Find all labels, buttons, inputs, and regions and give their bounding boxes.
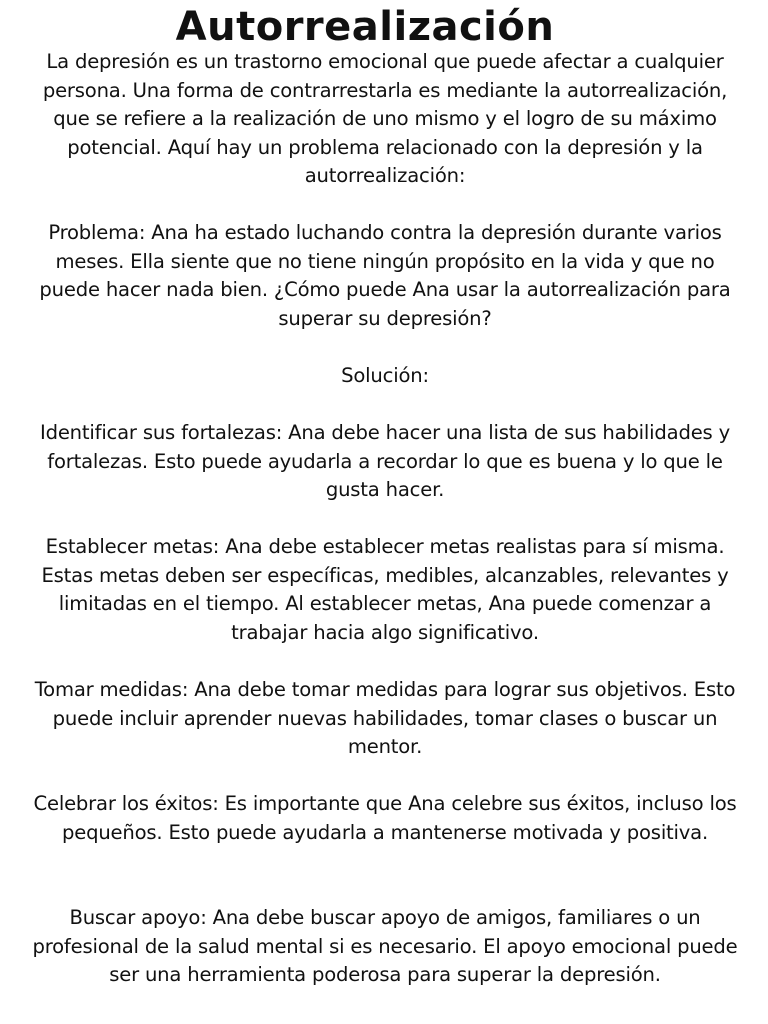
intro-paragraph: La depresión es un trastorno emocional que puede afectar a cualquier persona. Una forma de contrarrestarla es mediante la autorrealización, que se refiere a la realización de uno mismo y el logro de su máximo potencial. Aquí hay un problema relacionado con la depresión y la autorrealización: bbox=[42, 50, 728, 187]
actions-paragraph: Tomar medidas: Ana debe tomar medidas para lograr sus objetivos. Esto puede incluir aprender nuevas habilidades, tomar clases o buscar un mentor. bbox=[34, 678, 736, 758]
goals-paragraph: Establecer metas: Ana debe establecer metas realistas para sí misma. Estas metas deben ser específicas, medibles, alcanzables, relevantes y limitadas en el tiempo. Al establecer metas, Ana puede comenzar a trabajar hacia algo significativo. bbox=[41, 535, 729, 644]
celebrate-paragraph: Celebrar los éxitos: Es importante que Ana celebre sus éxitos, incluso los pequeños. Esto puede ayudarla a mantenerse motivada y positiva. bbox=[33, 792, 737, 844]
support-paragraph: Buscar apoyo: Ana debe buscar apoyo de amigos, familiares o un profesional de la salud mental si es necesario. El apoyo emocional puede ser una herramienta poderosa para superar la depresión. bbox=[32, 906, 738, 986]
strengths-paragraph: Identificar sus fortalezas: Ana debe hacer una lista de sus habilidades y fortalezas. Esto puede ayudarla a recordar lo que es buena y lo que le gusta hacer. bbox=[40, 421, 730, 501]
page-title: Autorrealización bbox=[175, 4, 555, 50]
problem-paragraph: Problema: Ana ha estado luchando contra la depresión durante varios meses. Ella siente que no tiene ningún propósito en la vida y que no puede hacer nada bien. ¿Cómo puede Ana usar la autorrealización para superar su depresión? bbox=[39, 221, 731, 330]
solution-heading: Solución: bbox=[341, 364, 429, 387]
